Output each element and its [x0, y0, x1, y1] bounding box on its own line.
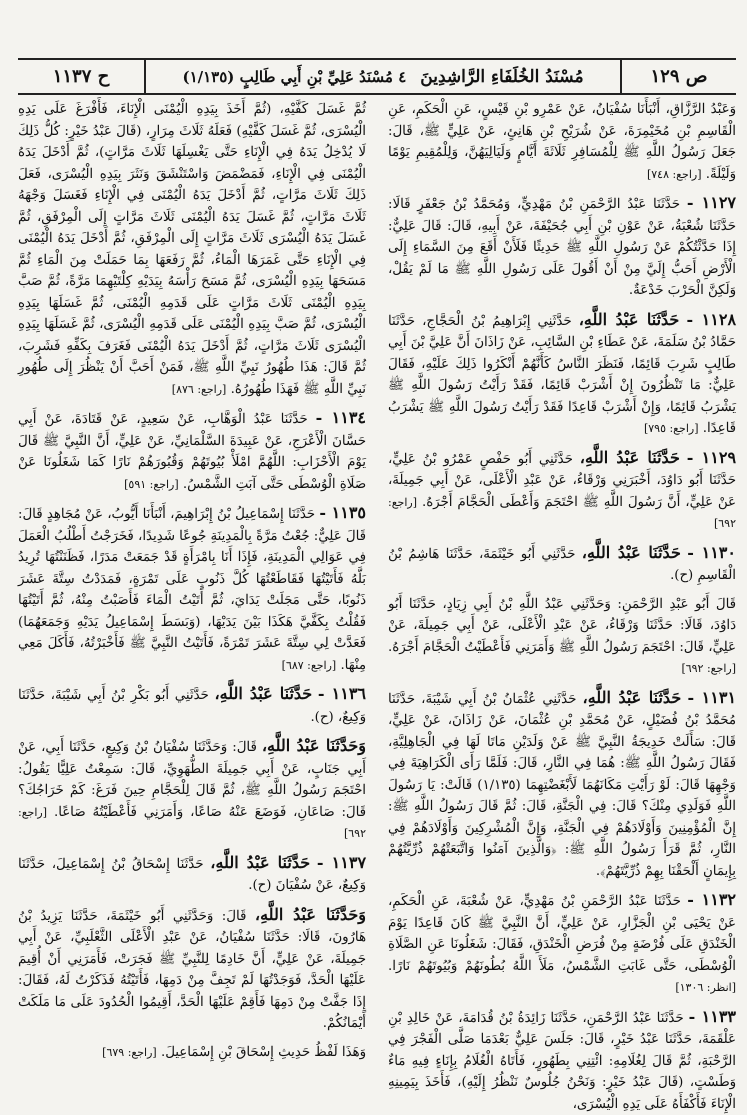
hadith-paragraph	[18, 502, 366, 676]
hadith-paragraph	[18, 735, 366, 845]
hadith-paragraph	[388, 99, 736, 185]
hadith-lead: وَحَدَّثَنَا عَبْدُ اللَّهِ،	[262, 736, 366, 755]
hadith-number: ١١٣٧ -	[317, 853, 366, 872]
page-number-cell	[620, 60, 736, 93]
hadith-entry	[18, 502, 366, 676]
hadith-number: ١١٢٨ -	[687, 310, 737, 329]
hadith-text: حَدَّثَنِي أَبُو حَفْصٍ عَمْرُو بْنُ عَلِيٍّ، حَدَّثَنَا أَبُو دَاوُدَ، أَخْبَرَنِي وَرْقَاءُ، عَنْ عَبْدِ الْأَعْلَى، عَنْ أَبِي جَمِيلَةَ، عَنْ عَلِيٍّ، أَنَّ رَسُولَ اللَّهِ ﷺ احْتَجَمَ وَأَعْطَى الْحَجَّامَ أَجْرَهُ.	[388, 452, 736, 510]
hadith-paragraph	[388, 447, 736, 535]
page-number: ص ١٢٩	[650, 66, 707, 87]
hadith-number: ١١٣٦ -	[318, 684, 366, 703]
page-header	[18, 58, 736, 95]
hadith-lead: حَدَّثَنَا عَبْدُ اللَّهِ،	[215, 684, 313, 703]
hadith-entry	[18, 904, 366, 1035]
hadith-text: وَهَذَا لَفْظُ حَدِيثِ إِسْحَاقَ بْنِ إِسْمَاعِيلَ.	[161, 1045, 366, 1060]
hadith-lead: حَدَّثَنَا عَبْدُ اللَّهِ،	[210, 853, 310, 872]
hadith-reference: [انظر: ١٣٠٦]	[675, 981, 736, 994]
hadith-text: حَدَّثَنَا عَبْدُ الرَّحْمَنِ بْنُ مَهْدِيٍّ، وَمُحَمَّدُ بْنُ جَعْفَرٍ قَالَا: حَدَّثَنَا شُعْبَةُ، عَنْ عَوْنِ بْنِ أَبِي جُحَيْفَةَ، عَنْ أَبِيهِ، قَالَ: قَالَ عَلِيٌّ: إِذَا حَدَّثْتُكُمْ عَنْ رَسُولِ اللَّهِ ﷺ حَدِيثًا فَلَأَنْ أَقَعَ مِنَ السَّمَاءِ إِلَى الْأَرْضِ أَحَبُّ إِلَيَّ مِنْ أَنْ أَقُولَ عَلَى رَسُولِ اللَّهِ ﷺ مَا لَمْ يَقُلْ، وَلَكِنَّ الْحَرْبَ خَدْعَةٌ.	[388, 197, 736, 298]
hadith-number: ١١٣٥ -	[319, 503, 366, 522]
hadith-text: حَدَّثَنِي أَبُو خَيْثَمَةَ، حَدَّثَنَا هَاشِمُ بْنُ الْقَاسِمِ (ح).	[388, 547, 736, 584]
hadith-paragraph	[18, 1042, 366, 1064]
hadith-entry	[388, 192, 736, 302]
hadith-text: حَدَّثَنِي إِبْرَاهِيمُ بْنُ الْحَجَّاجِ، حَدَّثَنَا حَمَّادُ بْنُ سَلَمَةَ، عَنْ عَطَاءِ بْنِ السَّائِبِ، عَنْ زَاذَانَ أَنَّ عَلِيَّ بْنَ أَبِي طَالِبٍ شَرِبَ قَائِمًا، فَنَظَرَ النَّاسُ كَأَنَّهُمْ أَنْكَرُوا ذَلِكَ عَلَيْهِ، فَقَالَ عَلِيٌّ: مَا تَنْظُرُونَ إِنْ أَشْرَبْ قَائِمًا، فَقَدْ رَأَيْتُ رَسُولَ اللَّهِ ﷺ يَشْرَبُ قَائِمًا، وَإِنْ أَشْرَبْ قَاعِدًا فَقَدْ رَأَيْتُ رَسُولَ اللَّهِ ﷺ يَشْرَبُ قَاعِدًا.	[388, 314, 736, 437]
hadith-entry	[18, 852, 366, 897]
hadith-number: ١١٣٢ -	[687, 890, 736, 909]
book-page	[18, 58, 736, 1082]
hadith-text: قَالَ: وَحَدَّثَنَا سُفْيَانُ بْنُ وَكِيعٍ، حَدَّثَنَا أَبِي، عَنْ أَبِي جَنَابٍ، عَنْ أَبِي جَمِيلَةَ الطُّهَوِيِّ، قَالَ: سَمِعْتُ عَلِيًّا يَقُولُ: احْتَجَمَ رَسُولُ اللَّهِ ﷺ، ثُمَّ قَالَ لِلْحَجَّامِ حِينَ فَرَغَ: كَمْ خَرَاجُكَ؟ قَالَ: صَاعَانِ، فَوَضَعَ عَنْهُ صَاعًا، وَأَمَرَنِي فَأَعْطَيْتُهُ صَاعًا.	[18, 740, 366, 820]
hadith-entry	[388, 594, 736, 680]
hadith-entry	[18, 735, 366, 845]
hadith-reference: [راجع: ٧٩٥]	[644, 422, 699, 435]
hadith-lead: حَدَّثَنَا عَبْدُ اللَّهِ،	[582, 543, 681, 562]
hadith-number: ١١٣٠ -	[687, 543, 736, 562]
hadith-reference: [راجع: ٧٤٨]	[647, 168, 702, 181]
hadith-entry	[18, 683, 366, 728]
hadith-paragraph	[18, 99, 366, 400]
hadith-range-cell	[18, 60, 146, 93]
running-title-sub: ٤ مُسْنَدُ عَلِيِّ بْنِ أَبِي طَالِبٍ (١/١٣٥)	[182, 68, 406, 86]
hadith-number: ١١٢٩ -	[687, 448, 736, 467]
hadith-lead: حَدَّثَنَا عَبْدُ اللَّهِ،	[580, 448, 680, 467]
hadith-text: وَعَبْدُ الرَّزَّاقِ، أَنْبَأَنَا سُفْيَانُ، عَنْ عَمْرِو بْنِ قَيْسٍ، عَنِ الْحَكَمِ، عَنِ الْقَاسِمِ بْنِ مُخَيْمِرَةَ، عَنْ شُرَيْحِ بْنِ هَانِئٍ، عَنْ عَلِيٍّ ﷺ، قَالَ: جَعَلَ رَسُولُ اللَّهِ ﷺ لِلْمُسَافِرِ ثَلَاثَةَ أَيَّامٍ وَلَيَالِيَهُنَّ، وَلِلْمُقِيمِ يَوْمًا وَلَيْلَةً.	[388, 102, 736, 182]
hadith-text: حَدَّثَنِي أَبُو بَكْرِ بْنُ أَبِي شَيْبَةَ، حَدَّثَنَا وَكِيعٌ، (ح).	[18, 688, 366, 725]
hadith-entry	[388, 889, 736, 999]
hadith-entry	[388, 99, 736, 185]
hadith-paragraph	[18, 407, 366, 495]
hadith-text: حَدَّثَنَا إِسْحَاقُ بْنُ إِسْمَاعِيلَ، حَدَّثَنَا وَكِيعٌ، عَنْ سُفْيَانَ (ح).	[18, 857, 366, 894]
right-column	[388, 99, 736, 1082]
hadith-reference: [راجع: ٦٧٩]	[102, 1046, 157, 1059]
hadith-paragraph	[388, 1006, 736, 1115]
hadith-entry	[388, 1006, 736, 1115]
hadith-lead: وَحَدَّثَنَا عَبْدُ اللَّهِ،	[255, 905, 366, 924]
hadith-number: ١١٢٧ -	[687, 193, 736, 212]
hadith-lead: حَدَّثَنَا عَبْدُ اللَّهِ،	[579, 310, 680, 329]
hadith-text: حَدَّثَنَا عَبْدُ الرَّحْمَنِ بْنُ مَهْدِيٍّ، عَنْ شُعْبَةَ، عَنِ الْحَكَمِ، عَنْ يَحْيَى بْنِ الْجَزَّارِ، عَنْ عَلِيٍّ، أَنَّ النَّبِيَّ ﷺ كَانَ قَاعِدًا يَوْمَ الْخَنْدَقِ عَلَى فُرْضَةٍ مِنْ فُرَضِ الْخَنْدَقِ، فَقَالَ: شَغَلُونَا عَنِ الصَّلَاةِ الْوُسْطَى، حَتَّى غَابَتِ الشَّمْسُ، مَلَأَ اللَّهُ بُطُونَهُمْ وَبُيُوتَهُمْ نَارًا.	[388, 894, 736, 974]
hadith-entry	[388, 687, 736, 883]
hadith-reference: [راجع: ٨٧٦]	[172, 383, 227, 396]
hadith-reference: [راجع: ٦٩٢]	[681, 662, 736, 675]
hadith-entry	[388, 309, 736, 440]
hadith-lead: حَدَّثَنَا عَبْدُ اللَّهِ،	[583, 688, 682, 707]
hadith-text: ثُمَّ غَسَلَ كَفَّيْهِ، (ثُمَّ أَخَذَ بِيَدِهِ الْيُمْنَى الْإِنَاءَ، فَأَفْرَغَ عَلَى يَدِهِ الْيُسْرَى، ثُمَّ غَسَلَ كَفَّيْهِ) فَعَلَهُ ثَلَاثَ مِرَارٍ، (قَالَ عَبْدُ خَيْرٍ: كُلُّ ذَلِكَ لَا يُدْخِلُ يَدَهُ فِي الْإِنَاءِ حَتَّى يَغْسِلَهَا ثَلَاثَ مَرَّاتٍ)، ثُمَّ أَدْخَلَ يَدَهُ الْيُمْنَى فِي الْإِنَاءِ، فَمَضْمَضَ وَاسْتَنْشَقَ وَنَثَرَ بِيَدِهِ الْيُسْرَى، فَعَلَ ذَلِكَ ثَلَاثَ مَرَّاتٍ، ثُمَّ أَدْخَلَ يَدَهُ الْيُمْنَى فِي الْإِنَاءِ فَغَسَلَ وَجْهَهُ ثَلَاثَ مَرَّاتٍ، ثُمَّ غَسَلَ يَدَهُ الْيُمْنَى ثَلَاثَ مَرَّاتٍ إِلَى الْمِرْفَقِ، ثُمَّ غَسَلَ يَدَهُ الْيُسْرَى ثَلَاثَ مَرَّاتٍ إِلَى الْمِرْفَقِ، ثُمَّ أَدْخَلَ يَدَهُ الْيُمْنَى فِي الْإِنَاءِ حَتَّى غَمَرَهَا الْمَاءُ، ثُمَّ رَفَعَهَا بِمَا حَمَلَتْ مِنَ الْمَاءِ ثُمَّ مَسَحَهَا بِيَدِهِ الْيُسْرَى، ثُمَّ مَسَحَ رَأْسَهُ بِيَدَيْهِ كِلْتَيْهِمَا مَرَّةً، ثُمَّ صَبَّ بِيَدِهِ الْيُمْنَى ثَلَاثَ مَرَّاتٍ عَلَى قَدَمِهِ الْيُمْنَى، ثُمَّ غَسَلَهَا بِيَدِهِ الْيُسْرَى، ثُمَّ صَبَّ بِيَدِهِ الْيُمْنَى عَلَى قَدَمِهِ الْيُسْرَى، ثُمَّ غَسَلَهَا بِيَدِهِ الْيُسْرَى ثَلَاثَ مَرَّاتٍ، ثُمَّ أَدْخَلَ يَدَهُ الْيُمْنَى فَغَرَفَ بِكَفِّهِ فَشَرِبَ، ثُمَّ قَالَ: هَذَا طُهُورُ نَبِيِّ اللَّهِ ﷺ، فَمَنْ أَحَبَّ أَنْ يَنْظُرَ إِلَى طُهُورِ نَبِيِّ اللَّهِ ﷺ فَهَذَا طُهُورُهُ.	[18, 102, 366, 397]
hadith-paragraph	[388, 687, 736, 883]
hadith-text: حَدَّثَنَا عَبْدُ الْوَهَّابِ، عَنْ سَعِيدٍ، عَنْ قَتَادَةَ، عَنْ أَبِي حَسَّانَ الْأَعْرَجِ، عَنْ عَبِيدَةَ السَّلْمَانِيِّ، عَنْ عَلِيٍّ، أَنَّ النَّبِيَّ ﷺ قَالَ يَوْمَ الْأَحْزَابِ: اللَّهُمَّ امْلَأْ بُيُوتَهُمْ وَقُبُورَهُمْ نَارًا كَمَا شَغَلُونَا عَنْ صَلَاةِ الْوُسْطَى حَتَّى آبَتِ الشَّمْسُ.	[18, 412, 366, 492]
hadith-text: قَالَ أَبُو عَبْدِ الرَّحْمَنِ: وَحَدَّثَنِي عَبْدُ اللَّهِ بْنُ أَبِي زِيَادٍ، حَدَّثَنَا أَبُو دَاوُدَ، قَالَا: حَدَّثَنَا وَرْقَاءُ، عَنْ عَبْدِ الْأَعْلَى، عَنْ أَبِي جَمِيلَةَ، عَنْ عَلِيٍّ، قَالَ: احْتَجَمَ رَسُولُ اللَّهِ ﷺ وَأَمَرَنِي فَأَعْطَيْتُ الْحَجَّامَ أَجْرَهُ.	[388, 597, 736, 655]
hadith-paragraph	[18, 852, 366, 897]
hadith-paragraph	[18, 904, 366, 1035]
hadith-number: ١١٣١ -	[687, 688, 736, 707]
left-column	[18, 99, 366, 1082]
running-title	[146, 60, 620, 93]
hadith-entry	[388, 447, 736, 535]
hadith-paragraph	[388, 594, 736, 680]
hadith-reference: [راجع: ٦٩٢]	[18, 806, 366, 841]
hadith-reference: [راجع: ٦٩٢]	[388, 496, 736, 531]
hadith-paragraph	[388, 889, 736, 999]
hadith-entry	[18, 1042, 366, 1064]
hadith-text: قَالَ: وَحَدَّثَنِي أَبُو خَيْثَمَةَ، حَدَّثَنَا يَزِيدُ بْنُ هَارُونَ، قَالَا: حَدَّثَنَا سُفْيَانُ، عَنْ عَبْدِ الْأَعْلَى الثَّعْلَبِيِّ، عَنْ أَبِي جَمِيلَةَ، عَنْ عَلِيٍّ، أَنَّ خَادِمًا لِلنَّبِيِّ ﷺ فَجَرَتْ، فَأَمَرَنِي أَنْ أُقِيمَ عَلَيْهَا الْحَدَّ، فَوَجَدْتُهَا لَمْ تَجِفَّ مِنْ دَمِهَا، فَأَتَيْتُهُ فَذَكَرْتُ لَهُ، فَقَالَ: إِذَا جَفَّتْ مِنْ دَمِهَا فَأَقِمْ عَلَيْهَا الْحَدَّ، أَقِيمُوا الْحُدُودَ عَلَى مَا مَلَكَتْ أَيْمَانُكُمْ.	[18, 909, 366, 1032]
hadith-paragraph	[18, 683, 366, 728]
hadith-entry	[18, 99, 366, 400]
hadith-paragraph	[388, 542, 736, 587]
hadith-text: حَدَّثَنَا إِسْمَاعِيلُ بْنُ إِبْرَاهِيمَ، أَنْبَأَنَا أَيُّوبُ، عَنْ مُجَاهِدٍ قَالَ: قَالَ عَلِيٌّ: جُعْتُ مَرَّةً بِالْمَدِينَةِ جُوعًا شَدِيدًا، فَخَرَجْتُ أَطْلُبُ الْعَمَلَ فِي عَوَالِي الْمَدِينَةِ، فَإِذَا أَنَا بِامْرَأَةٍ قَدْ جَمَعَتْ مَدَرًا، فَظَنَنْتُهَا تُرِيدُ بَلَّهُ فَأَتَيْتُهَا فَقَاطَعْتُهَا كُلَّ ذَنُوبٍ عَلَى تَمْرَةٍ، فَمَدَدْتُ سِتَّةَ عَشَرَ ذَنُوبًا، حَتَّى مَجَلَتْ يَدَايَ، ثُمَّ أَتَيْتُ الْمَاءَ فَأَصَبْتُ مِنْهُ، ثُمَّ أَتَيْتُهَا فَقُلْتُ بِكَفَّيَّ هَكَذَا بَيْنَ يَدَيْهَا، (وَبَسَطَ إِسْمَاعِيلُ يَدَيْهِ وَجَمَعَهُمَا) فَعَدَّتْ لِي سِتَّةَ عَشَرَ تَمْرَةً، فَأَتَيْتُ النَّبِيَّ ﷺ فَأَخْبَرْتُهُ، فَأَكَلَ مَعِي مِنْهَا.	[18, 507, 366, 673]
hadith-entry	[388, 542, 736, 587]
hadith-text: حَدَّثَنِي عُثْمَانُ بْنُ أَبِي شَيْبَةَ، حَدَّثَنَا مُحَمَّدُ بْنُ فُضَيْلٍ، عَنْ مُحَمَّدِ بْنِ عُثْمَانَ، عَنْ زَاذَانَ، عَنْ عَلِيٍّ، قَالَ: سَأَلَتْ خَدِيجَةُ النَّبِيَّ ﷺ عَنْ وَلَدَيْنِ مَاتَا لَهَا فِي الْجَاهِلِيَّةِ، فَقَالَ رَسُولُ اللَّهِ ﷺ: هُمَا فِي النَّارِ، قَالَ: فَلَمَّا رَأَى الْكَرَاهِيَةَ فِي وَجْهِهَا قَالَ: لَوْ رَأَيْتِ مَكَانَهُمَا لَأَبْغَضْتِهِمَا (١/١٣٥) قَالَتْ: يَا رَسُولَ اللَّهِ فَوَلَدِي مِنْكَ؟ قَالَ: فِي الْجَنَّةِ، قَالَ: ثُمَّ قَالَ رَسُولُ اللَّهِ ﷺ: إِنَّ الْمُؤْمِنِينَ وَأَوْلَادَهُمْ فِي الْجَنَّةِ، وَإِنَّ الْمُشْرِكِينَ وَأَوْلَادَهُمْ فِي النَّارِ، ثُمَّ قَرَأَ رَسُولُ اللَّهِ ﷺ: ﴿وَالَّذِينَ آمَنُوا وَاتَّبَعَتْهُمْ ذُرِّيَّتُهُمْ بِإِيمَانٍ أَلْحَقْنَا بِهِمْ ذُرِّيَّتَهُمْ﴾.	[388, 692, 736, 879]
hadith-range: ح ١١٣٧	[53, 66, 110, 87]
hadith-entry	[18, 407, 366, 495]
hadith-number: ١١٣٣ -	[689, 1007, 736, 1026]
hadith-paragraph	[388, 309, 736, 440]
hadith-reference: [راجع: ٥٩١]	[124, 478, 179, 491]
hadith-text: حَدَّثَنَا عَبْدُ الرَّحْمَنِ، حَدَّثَنَا زَائِدَةُ بْنُ قُدَامَةَ، عَنْ خَالِدِ بْنِ عَلْقَمَةَ، حَدَّثَنَا عَبْدُ خَيْرٍ، قَالَ: جَلَسَ عَلِيٌّ بَعْدَمَا صَلَّى الْفَجْرَ فِي الرَّحْبَةِ، ثُمَّ قَالَ لِغُلَامِهِ: ائْتِنِي بِطَهُورٍ، فَأَتَاهُ الْغُلَامُ بِإِنَاءٍ فِيهِ مَاءٌ وَطَسْتٍ، (قَالَ عَبْدُ خَيْرٍ: وَنَحْنُ جُلُوسٌ نَنْظُرُ إِلَيْهِ)، فَأَخَذَ بِيَمِينِهِ الْإِنَاءَ فَأَكْفَأَهُ عَلَى يَدِهِ الْيُسْرَى،	[388, 1011, 736, 1112]
running-title-main: مُسْنَدُ الخُلَفَاءِ الرَّاشِدِينَ	[420, 67, 583, 87]
hadith-paragraph	[388, 192, 736, 302]
hadith-number: ١١٣٤ -	[316, 408, 366, 427]
hadith-reference: [راجع: ٦٨٧]	[282, 659, 337, 672]
